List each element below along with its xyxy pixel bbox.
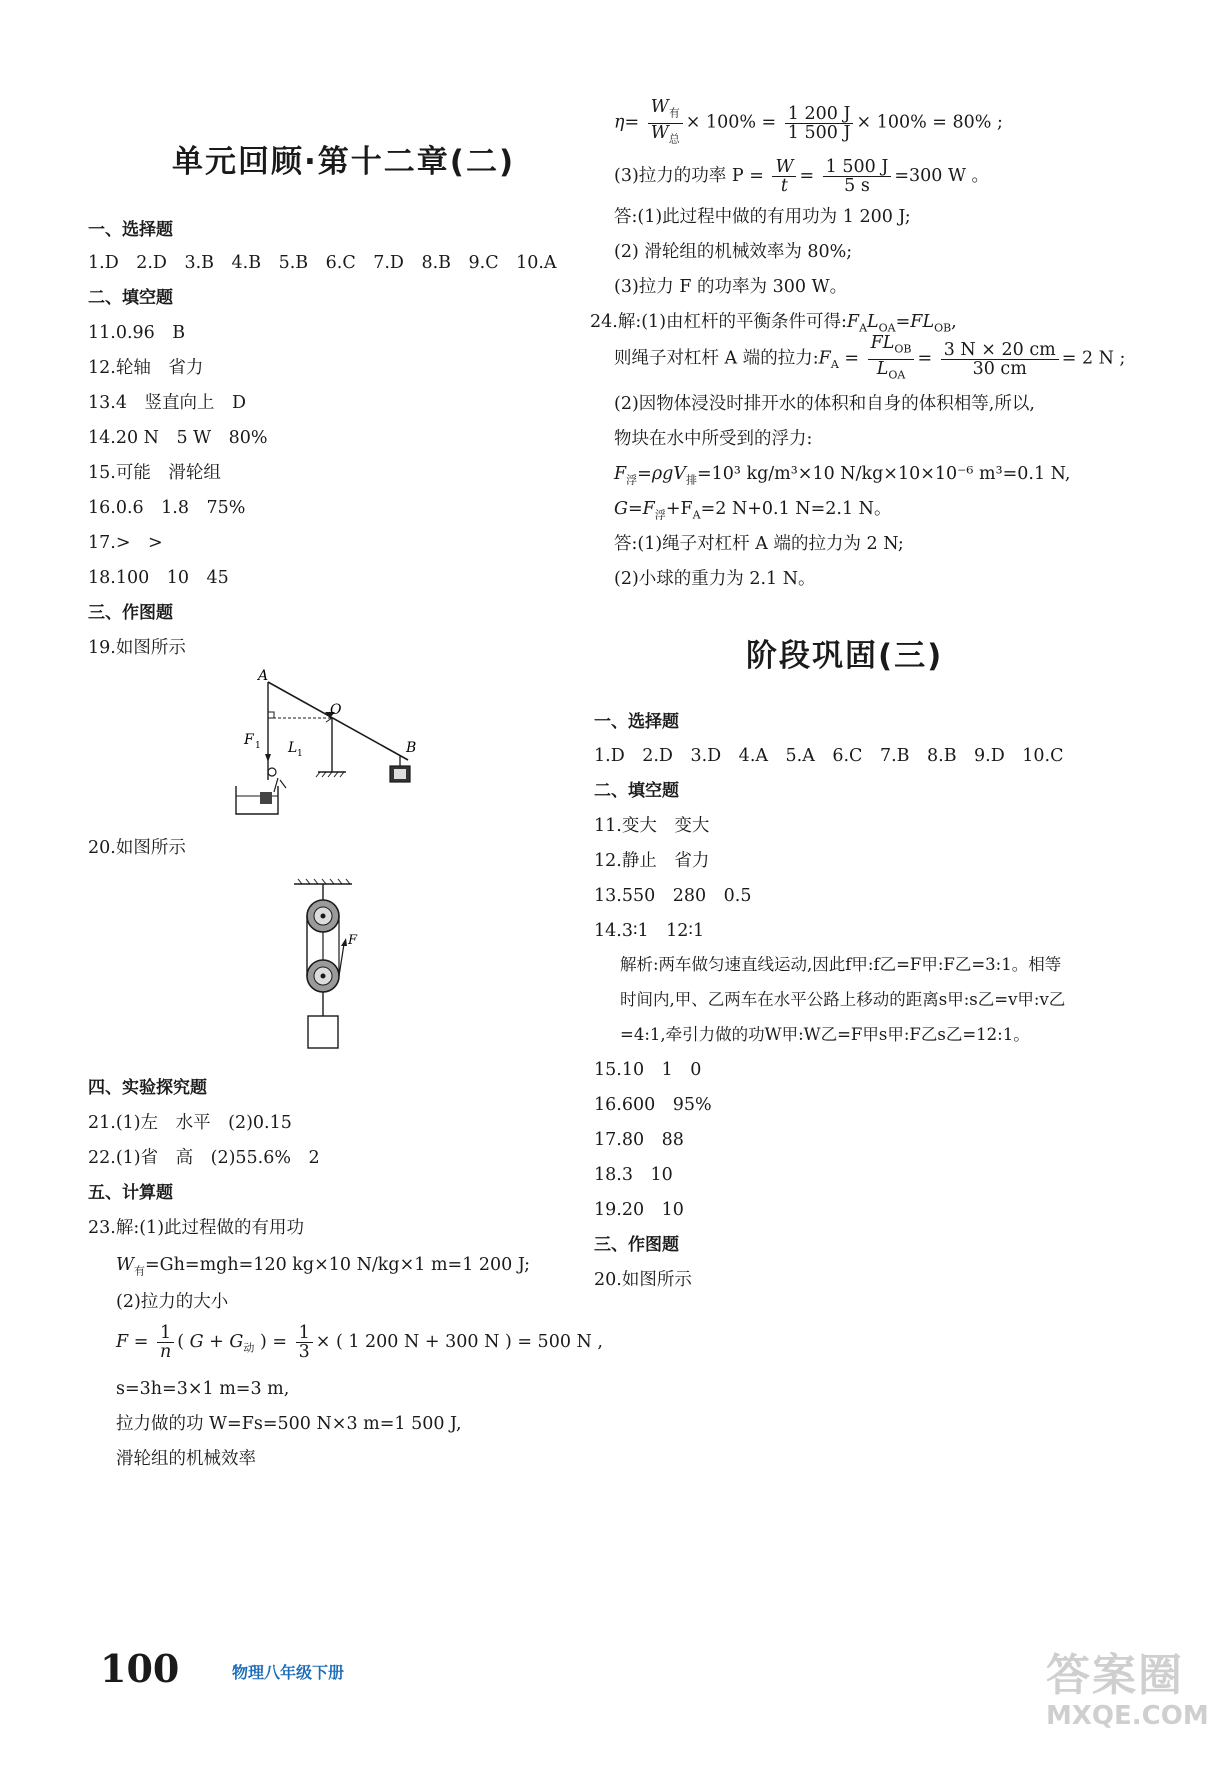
- fig19-subscript-l1: 1: [297, 749, 303, 759]
- answer-17: 17.> >: [88, 533, 163, 553]
- q24-gravity-formula: $G=F_浮+F_A=2$ N+0.1 N=2.1 N。: [614, 499, 892, 522]
- q23-force-formula: F = $\frac{1}{n}$ ( $G + G_动$ ) = $\frac{1}{3}$ × ( 1 200 N + 300 N ) = 500 N ,: [116, 1323, 603, 1362]
- answer-11: 11.0.96 B: [88, 323, 186, 343]
- fig19-subscript-f1: 1: [255, 741, 261, 751]
- answer-18-b: 18.3 10: [594, 1165, 673, 1185]
- q24-gravity-mid: +F: [665, 499, 693, 519]
- answer-17-b: 17.80 88: [594, 1130, 684, 1150]
- answer-14-explanation-1: 解析:两车做匀速直线运动,因此f甲:f乙=F甲:F乙=3:1。相等: [620, 955, 1062, 974]
- q24-heading: 24.解:(1)由杠杆的平衡条件可得$:F_AL_{OA}=FL_{OB}$,: [590, 312, 957, 335]
- fig20-label-f: F: [348, 933, 358, 948]
- fig19-label-a: A: [258, 668, 269, 684]
- watermark-cn: 答案圈: [1046, 1650, 1184, 1701]
- stage-consolidation-title: 阶段巩固(三): [746, 638, 944, 674]
- power-head: (3)拉力的功率 P =: [614, 166, 764, 186]
- answer-13-b: 13.550 280 0.5: [594, 886, 752, 906]
- unit-review-title: 单元回顾·第十二章(二): [172, 144, 516, 180]
- answer-12-b: 12.静止 省力: [594, 851, 710, 871]
- answer-22: 22.(1)省 高 (2)55.6% 2: [88, 1148, 320, 1168]
- q23-answer-1: 答:(1)此过程中做的有用功为 1 200 J;: [614, 207, 911, 227]
- book-title: 物理八年级下册: [232, 1663, 345, 1682]
- q24-answer-1: 答:(1)绳子对杠杆 A 端的拉力为 2 N;: [614, 534, 904, 554]
- eta-tail: × 100% = 80% ;: [856, 112, 1003, 133]
- fig19-label-o: O: [330, 702, 342, 718]
- q23-efficiency-label: 滑轮组的机械效率: [116, 1449, 256, 1469]
- answer-19: 19.如图所示: [88, 638, 186, 658]
- answer-16: 16.0.6 1.8 75%: [88, 498, 246, 518]
- q24-denominator: 30 cm: [972, 358, 1027, 379]
- answer-12: 12.轮轴 省力: [88, 358, 204, 378]
- q23-answer-2: (2) 滑轮组的机械效率为 80%;: [614, 242, 853, 262]
- q24-answer-2: (2)小球的重力为 2.1 N。: [614, 569, 816, 589]
- power-numerator: 1 500 J: [823, 158, 892, 177]
- answer-18: 18.100 10 45: [88, 568, 229, 588]
- watermark: [1046, 1652, 1220, 1732]
- answer-14-explanation-3: =4:1,牵引力做的功W甲:W乙=F甲s甲:F乙s乙=12:1。: [620, 1025, 1030, 1044]
- section-choice: 一、选择题: [88, 220, 173, 240]
- eta-numerator: 1 200 J: [785, 105, 854, 124]
- power-tail: =300 W 。: [894, 166, 990, 186]
- q24-force-formula: 则绳子对杠杆 A 端的拉力$:F_A$ = $\frac{FL_{OB}}{L_{OA}}$ = $\frac{3 N \times 20 cm}{30 cm}$ = 2 N ;: [614, 333, 1126, 381]
- answer-14-explanation-2: 时间内,甲、乙两车在水平公路上移动的距离s甲:s乙=v甲:v乙: [620, 990, 1066, 1009]
- q23-force-label: (2)拉力的大小: [116, 1292, 229, 1312]
- section-fill: 二、填空题: [88, 288, 173, 308]
- eta-denominator: 1 500 J: [787, 122, 851, 143]
- answer-16-b: 16.600 95%: [594, 1095, 712, 1115]
- answer-20: 20.如图所示: [88, 838, 186, 858]
- q23-useful-work-text: =Gh=mgh=120 kg×10 N/kg×1 m=1 200 J;: [145, 1255, 531, 1275]
- choice-answers-2: 1.D 2.D 3.D 4.A 5.A 6.C 7.B 8.B 9.D 10.C: [594, 746, 1064, 766]
- q24-head-text: 24.解:(1)由杠杆的平衡条件可得:: [590, 312, 847, 332]
- q24-numerator: 3 N × 20 cm: [941, 341, 1059, 360]
- answer-14-b: 14.3∶1 12∶1: [594, 921, 705, 941]
- fig19-label-f1: F: [244, 732, 254, 748]
- answer-20-b: 20.如图所示: [594, 1270, 692, 1290]
- q24-buoyancy-tail: kg/m³×10 N/kg×10×10⁻⁶ m³=0.1 N,: [746, 464, 1071, 484]
- section-fill-2: 二、填空题: [594, 781, 679, 801]
- power-denominator: 5 s: [844, 176, 870, 196]
- answer-15: 15.可能 滑轮组: [88, 463, 221, 483]
- q23-answer-3: (3)拉力 F 的功率为 300 W。: [614, 277, 848, 297]
- section-drawing: 三、作图题: [88, 603, 173, 623]
- section-choice-2: 一、选择题: [594, 712, 679, 732]
- q23-power-formula: (3)拉力的功率 P = $\frac{W}{t}$ = $\frac{1 500 J}{5 s}$ =300 W 。: [614, 157, 990, 196]
- answer-19-b: 19.20 10: [594, 1200, 684, 1220]
- q24-gravity-tail: =2 N+0.1 N=2.1 N。: [700, 499, 892, 519]
- q23-heading: 23.解:(1)此过程做的有用功: [88, 1218, 305, 1238]
- answer-13: 13.4 竖直向上 D: [88, 393, 246, 413]
- page-number: 100: [100, 1646, 180, 1691]
- watermark-en: MXQE.COM: [1046, 1701, 1209, 1731]
- answer-14: 14.20 N 5 W 80%: [88, 428, 268, 448]
- q23-force-tail: ( 1 200 N + 300 N ) = 500 N ,: [335, 1332, 603, 1352]
- q24-buoyancy-formula: $F_浮=\rho gV_排=10^3$ kg/m³×10 N/kg×10×10⁻⁶ m³=0.1 N,: [614, 464, 1071, 487]
- section-experiment: 四、实验探究题: [88, 1078, 207, 1098]
- choice-answers: 1.D 2.D 3.B 4.B 5.B 6.C 7.D 8.B 9.C 10.A: [88, 253, 557, 273]
- answer-11-b: 11.变大 变大: [594, 816, 710, 836]
- q24-force-tail: = 2 N ;: [1061, 348, 1126, 369]
- q23-useful-work: $W_有=Gh=mgh=120$ kg×10 N/kg×1 m=1 200 J;: [116, 1255, 531, 1278]
- section-drawing-2: 三、作图题: [594, 1235, 679, 1255]
- fig19-label-l1: L: [288, 740, 298, 756]
- answer-15-b: 15.10 1 0: [594, 1060, 702, 1080]
- section-calculation: 五、计算题: [88, 1183, 173, 1203]
- q23-distance: s=3h=3×1 m=3 m,: [116, 1379, 290, 1399]
- lever-diagram: [222, 668, 428, 818]
- q24-part2: (2)因物体浸没时排开水的体积和自身的体积相等,所以,: [614, 394, 1035, 414]
- q24-buoyancy-label: 物块在水中所受到的浮力:: [614, 429, 813, 449]
- q24-l2-head: 则绳子对杠杆 A 端的拉力:: [614, 348, 819, 369]
- fig19-label-b: B: [406, 740, 417, 756]
- pulley-diagram: [286, 878, 366, 1054]
- answer-21: 21.(1)左 水平 (2)0.15: [88, 1113, 292, 1133]
- q23-efficiency-formula: η= $\frac{W_有}{W_总}$ × 100% = $\frac{1 200 J}{1 500 J}$ × 100% = 80% ;: [614, 97, 1003, 145]
- q23-total-work: 拉力做的功 W=Fs=500 N×3 m=1 500 J,: [116, 1414, 462, 1434]
